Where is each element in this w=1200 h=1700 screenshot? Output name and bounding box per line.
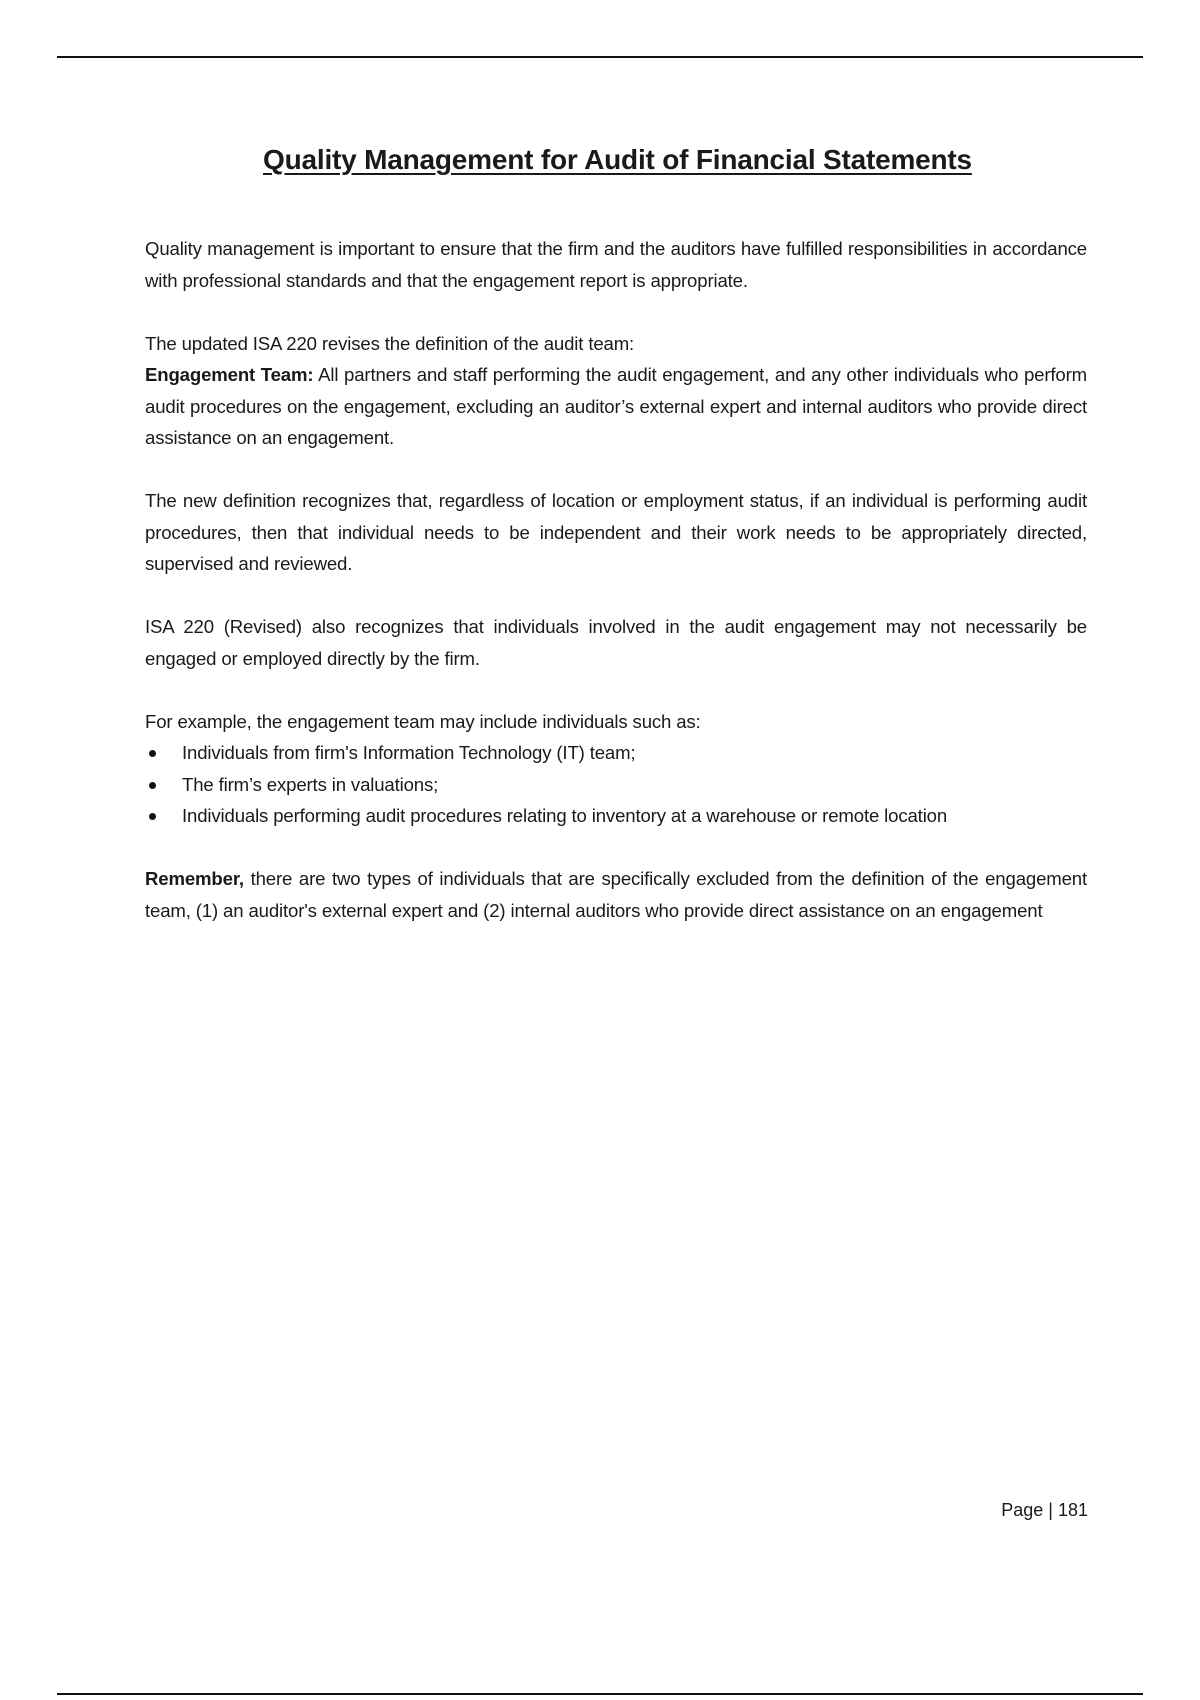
remember-label: Remember, (145, 868, 244, 889)
engagement-team-text: All partners and staff performing the audit engagement, and any other individuals who perform audit procedures on the engagement, excluding an auditor’s external expert and internal auditors who provide direct assistance on an engagement. (145, 364, 1087, 448)
document-body (145, 233, 1087, 926)
list-item: Individuals from firm's Information Technology (IT) team; (145, 737, 1087, 769)
intro-paragraph: Quality management is important to ensure that the firm and the auditors have fulfilled responsibilities in accordance with professional standards and that the engagement report is appropriate. (145, 238, 1087, 291)
remember-paragraph (145, 863, 1087, 926)
list-item: Individuals performing audit procedures relating to inventory at a warehouse or remote location (145, 800, 1087, 832)
engagement-team-label: Engagement Team: (145, 364, 314, 385)
example-intro: For example, the engagement team may include individuals such as: (145, 710, 701, 732)
example-list (145, 737, 1087, 832)
page-title: Quality Management for Audit of Financial Statements (263, 144, 972, 175)
remember-text: there are two types of individuals that are specifically excluded from the definition of the engagement team, (1) an auditor's external expert and (2) internal auditors who provide direct assistance on an engagement (145, 868, 1087, 921)
list-item: The firm’s experts in valuations; (145, 769, 1087, 801)
isa-update-paragraph: The updated ISA 220 revises the definition of the audit team: (145, 332, 635, 354)
engagement-team-definition (145, 359, 1087, 454)
page-separator: | (1048, 1500, 1053, 1520)
page-number-value: 181 (1057, 1500, 1088, 1520)
header-rule (57, 56, 1143, 58)
isa-revised-paragraph: ISA 220 (Revised) also recognizes that individuals involved in the audit engagement may not necessarily be engaged or employed directly by the firm. (145, 616, 1087, 669)
page-label: Page (1001, 1500, 1044, 1520)
page-number (1001, 1500, 1088, 1521)
footer-rule (57, 1693, 1143, 1695)
new-definition-paragraph: The new definition recognizes that, regardless of location or employment status, if an individual is performing audit procedures, then that individual needs to be independent and their work needs to be appropriately directed, supervised and reviewed. (145, 490, 1087, 574)
